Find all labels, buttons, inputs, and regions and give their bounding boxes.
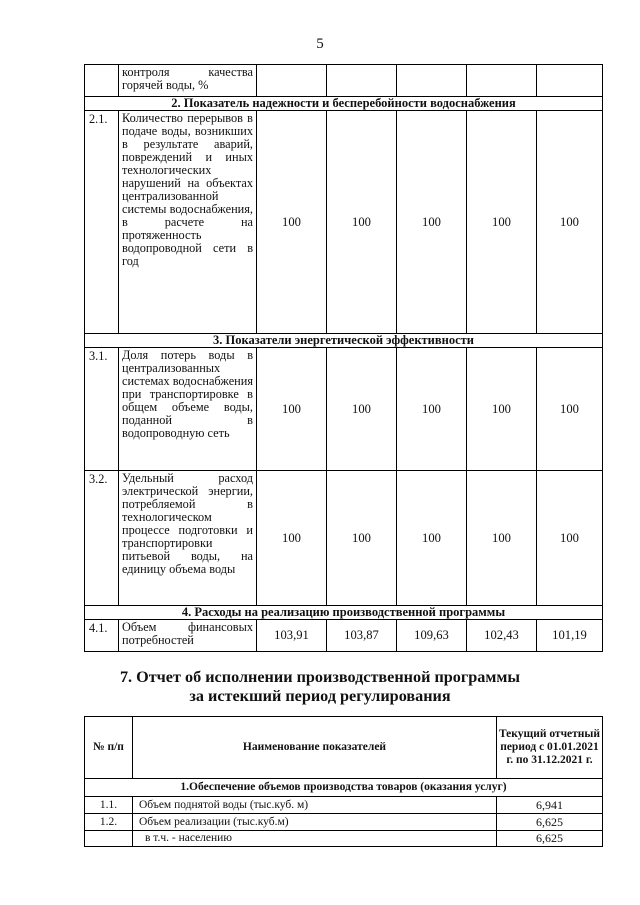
row-name: в т.ч. - населению	[133, 831, 497, 847]
value-cell: 100	[537, 471, 603, 606]
report-table	[84, 716, 603, 847]
table-row	[85, 620, 603, 652]
row-name: Объем поднятой воды (тыс.куб. м)	[133, 797, 497, 814]
value-cell: 100	[327, 111, 397, 334]
header-num: № п/п	[85, 717, 133, 779]
section-header: 1.Обеспечение объемов производства товаров (оказания услуг)	[85, 779, 603, 797]
table-row	[85, 831, 603, 847]
row-number: 1.1.	[85, 797, 133, 814]
indicators-table	[84, 64, 603, 652]
header-row	[85, 717, 603, 779]
table-row	[85, 797, 603, 814]
row-description: Удельный расход электрической энергии, потребляемой в технологическом процессе подготовки и транспортировки питьевой воды, на единицу объема воды	[119, 471, 257, 606]
table-row	[85, 814, 603, 831]
header-name: Наименование показателей	[133, 717, 497, 779]
table-row	[85, 65, 603, 97]
value-cell: 100	[257, 348, 327, 471]
value-cell: 100	[397, 348, 467, 471]
heading-line-2: за истекший период регулирования	[189, 687, 451, 705]
value-cell: 109,63	[397, 620, 467, 652]
value-cell: 103,87	[327, 620, 397, 652]
heading-line-1: 7. Отчет об исполнении производственной программы	[119, 668, 521, 686]
row-description: Объем финансовых потребностей	[119, 620, 257, 652]
table-row	[85, 348, 603, 471]
value-cell: 100	[327, 348, 397, 471]
value-cell: 101,19	[537, 620, 603, 652]
value-cell: 102,43	[467, 620, 537, 652]
row-value: 6,625	[497, 831, 603, 847]
row-number	[85, 831, 133, 847]
section-header: 2. Показатель надежности и бесперебойности водоснабжения	[85, 97, 603, 111]
section-header: 3. Показатели энергетической эффективности	[85, 334, 603, 348]
row-number: 1.2.	[85, 814, 133, 831]
row-number: 4.1.	[85, 620, 119, 652]
page-number: 5	[316, 36, 324, 52]
value-cell: 100	[537, 348, 603, 471]
value-cell: 100	[257, 111, 327, 334]
table-row	[85, 111, 603, 334]
value-cell: 100	[467, 348, 537, 471]
row-name: Объем реализации (тыс.куб.м)	[133, 814, 497, 831]
row-description: контроля качества горячей воды, %	[119, 65, 257, 97]
row-number: 3.2.	[85, 471, 119, 606]
value-cell: 100	[327, 471, 397, 606]
header-period: Текущий отчетный период с 01.01.2021 г. по 31.12.2021 г.	[497, 717, 603, 779]
value-cell: 100	[397, 471, 467, 606]
row-number: 2.1.	[85, 111, 119, 334]
value-cell: 100	[467, 111, 537, 334]
row-description: Доля потерь воды в централизованных системах водоснабжения при транспортировке в общем объеме воды, поданной в водопроводную сеть	[119, 348, 257, 471]
value-cell: 100	[467, 471, 537, 606]
section-header: 4. Расходы на реализацию производственной программы	[85, 606, 603, 620]
value-cell: 100	[257, 471, 327, 606]
row-number: 3.1.	[85, 348, 119, 471]
value-cell: 100	[537, 111, 603, 334]
table-row	[85, 471, 603, 606]
value-cell: 100	[397, 111, 467, 334]
row-description: Количество перерывов в подаче воды, возникших в результате аварий, повреждений и иных технологических нарушений на объектах централизованной системы водоснабжения, в расчете на протяженность водопроводной сети в год	[119, 111, 257, 334]
row-value: 6,941	[497, 797, 603, 814]
section-heading	[0, 668, 640, 706]
row-value: 6,625	[497, 814, 603, 831]
value-cell: 103,91	[257, 620, 327, 652]
